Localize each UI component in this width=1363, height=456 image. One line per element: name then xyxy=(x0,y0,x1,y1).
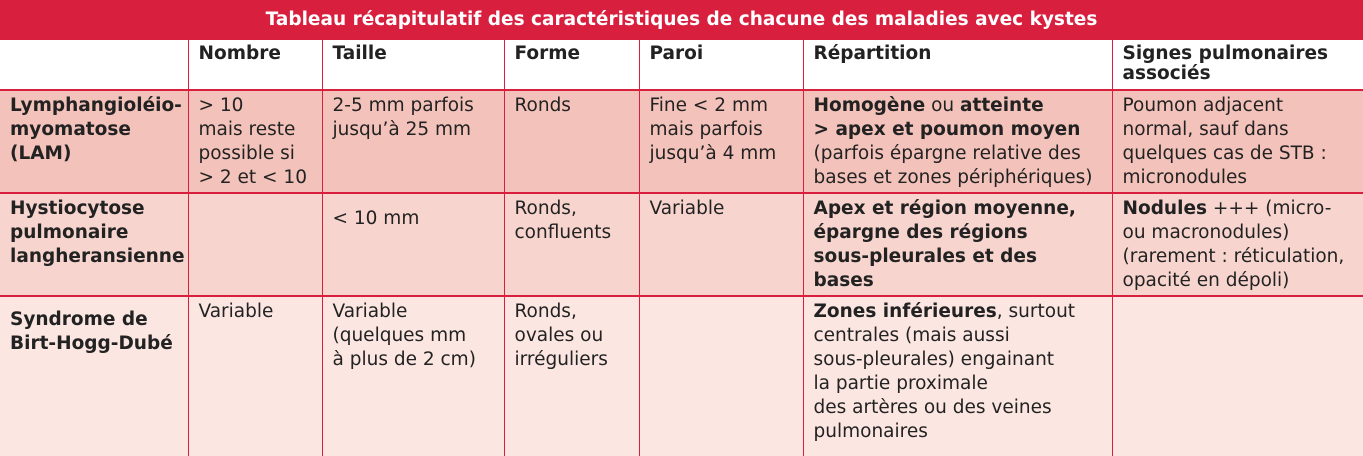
disease-name-cell xyxy=(0,90,188,193)
text-line: Syndrome de xyxy=(10,309,148,330)
text-line: sous-pleurales et des bases xyxy=(813,246,1037,291)
text-line: Hystiocytose xyxy=(10,198,145,219)
header-disease xyxy=(0,40,188,90)
text-line: à plus de 2 cm) xyxy=(332,349,476,370)
text-line: Variable xyxy=(649,198,725,219)
text-line: mais parfois xyxy=(649,119,763,140)
text-line: Poumon adjacent xyxy=(1122,95,1284,116)
text-line: épargne des régions xyxy=(813,222,1028,243)
text-line: myomatose xyxy=(10,119,131,140)
table-title: Tableau récapitulatif des caractéristiques de chacune des maladies avec kystes xyxy=(0,0,1363,40)
repartition-cell xyxy=(803,90,1112,193)
bold-text: atteinte xyxy=(960,95,1044,116)
text-line: centrales (mais aussi xyxy=(813,325,1010,346)
disease-name-cell xyxy=(0,296,188,456)
text-line: la partie proximale xyxy=(813,373,988,394)
plain-text: +++ (micro- xyxy=(1207,198,1332,219)
table-row xyxy=(0,193,1363,296)
bold-text: Homogène xyxy=(813,95,926,116)
text-line: ovales ou xyxy=(514,325,604,346)
text-line: > apex et poumon moyen xyxy=(813,119,1081,140)
text-line: Variable xyxy=(332,301,408,322)
plain-text: , surtout xyxy=(996,301,1076,322)
header-row xyxy=(0,40,1363,90)
repartition-cell xyxy=(803,296,1112,456)
text-line: Lymphangioléio- xyxy=(10,95,182,116)
plain-text: ou xyxy=(925,95,960,116)
taille-cell xyxy=(322,296,504,456)
text-line: Ronds, xyxy=(514,198,577,219)
text-line: quelques cas de STB : xyxy=(1122,143,1327,164)
header-nombre: Nombre xyxy=(188,40,322,90)
text-line: confluents xyxy=(514,222,612,243)
forme-cell xyxy=(504,193,639,296)
text-line: Birt-Hogg-Dubé xyxy=(10,333,173,354)
text-line: ou macronodules) xyxy=(1122,222,1290,243)
text-line: pulmonaire xyxy=(10,222,129,243)
text-line xyxy=(1123,197,1356,221)
paroi-cell xyxy=(639,193,803,296)
header-repartition: Répartition xyxy=(803,40,1112,90)
text-line: jusqu’à 25 mm xyxy=(332,119,472,140)
forme-cell xyxy=(504,90,639,193)
bold-text: Zones inférieures xyxy=(813,301,997,322)
text-line: (quelques mm xyxy=(332,325,467,346)
text-line: Variable xyxy=(198,301,274,322)
header-forme: Forme xyxy=(504,40,639,90)
text-line: sous-pleurales) engainant xyxy=(813,349,1055,370)
header-taille: Taille xyxy=(322,40,504,90)
paroi-cell xyxy=(639,90,803,193)
text-line: normal, sauf dans xyxy=(1122,119,1289,140)
text-line: Ronds xyxy=(514,95,571,116)
header-paroi: Paroi xyxy=(639,40,803,90)
nombre-cell xyxy=(188,193,322,296)
text-line: possible si xyxy=(198,143,295,164)
text-line: des artères ou des veines xyxy=(813,397,1052,418)
nombre-cell xyxy=(188,296,322,456)
text-line: Fine < 2 mm xyxy=(649,95,768,116)
text-line xyxy=(814,94,1104,118)
text-line: (parfois épargne relative des xyxy=(813,143,1081,164)
taille-cell xyxy=(322,193,504,296)
disease-name-cell xyxy=(0,193,188,296)
text-line xyxy=(814,300,1104,324)
table-row xyxy=(0,90,1363,193)
signes-cell xyxy=(1112,90,1363,193)
text-line: micronodules xyxy=(1122,167,1248,188)
text-line: 2-5 mm parfois xyxy=(332,95,474,116)
text-line: mais reste xyxy=(198,119,296,140)
text-line: < 10 mm xyxy=(332,208,420,229)
text-line: > 10 xyxy=(198,95,244,116)
nombre-cell xyxy=(188,90,322,193)
paroi-cell xyxy=(639,296,803,456)
header-signes: Signes pulmonaires associés xyxy=(1112,40,1363,90)
text-line: pulmonaires xyxy=(813,421,928,442)
bold-text: Nodules xyxy=(1122,198,1208,219)
text-line: irréguliers xyxy=(514,349,608,370)
text-line: Ronds, xyxy=(514,301,577,322)
text-line: jusqu’à 4 mm xyxy=(649,143,777,164)
text-line: opacité en dépoli) xyxy=(1122,270,1290,291)
repartition-cell xyxy=(803,193,1112,296)
table-row xyxy=(0,296,1363,456)
text-line: (LAM) xyxy=(10,143,72,164)
text-line: > 2 et < 10 xyxy=(198,167,307,188)
text-line: bases et zones périphériques) xyxy=(813,167,1093,188)
text-line: (rarement : réticulation, xyxy=(1122,246,1345,267)
forme-cell xyxy=(504,296,639,456)
disease-comparison-table xyxy=(0,40,1363,456)
text-line: langheransienne xyxy=(10,246,185,267)
taille-cell xyxy=(322,90,504,193)
signes-cell xyxy=(1112,193,1363,296)
signes-cell xyxy=(1112,296,1363,456)
text-line: Apex et région moyenne, xyxy=(813,198,1076,219)
